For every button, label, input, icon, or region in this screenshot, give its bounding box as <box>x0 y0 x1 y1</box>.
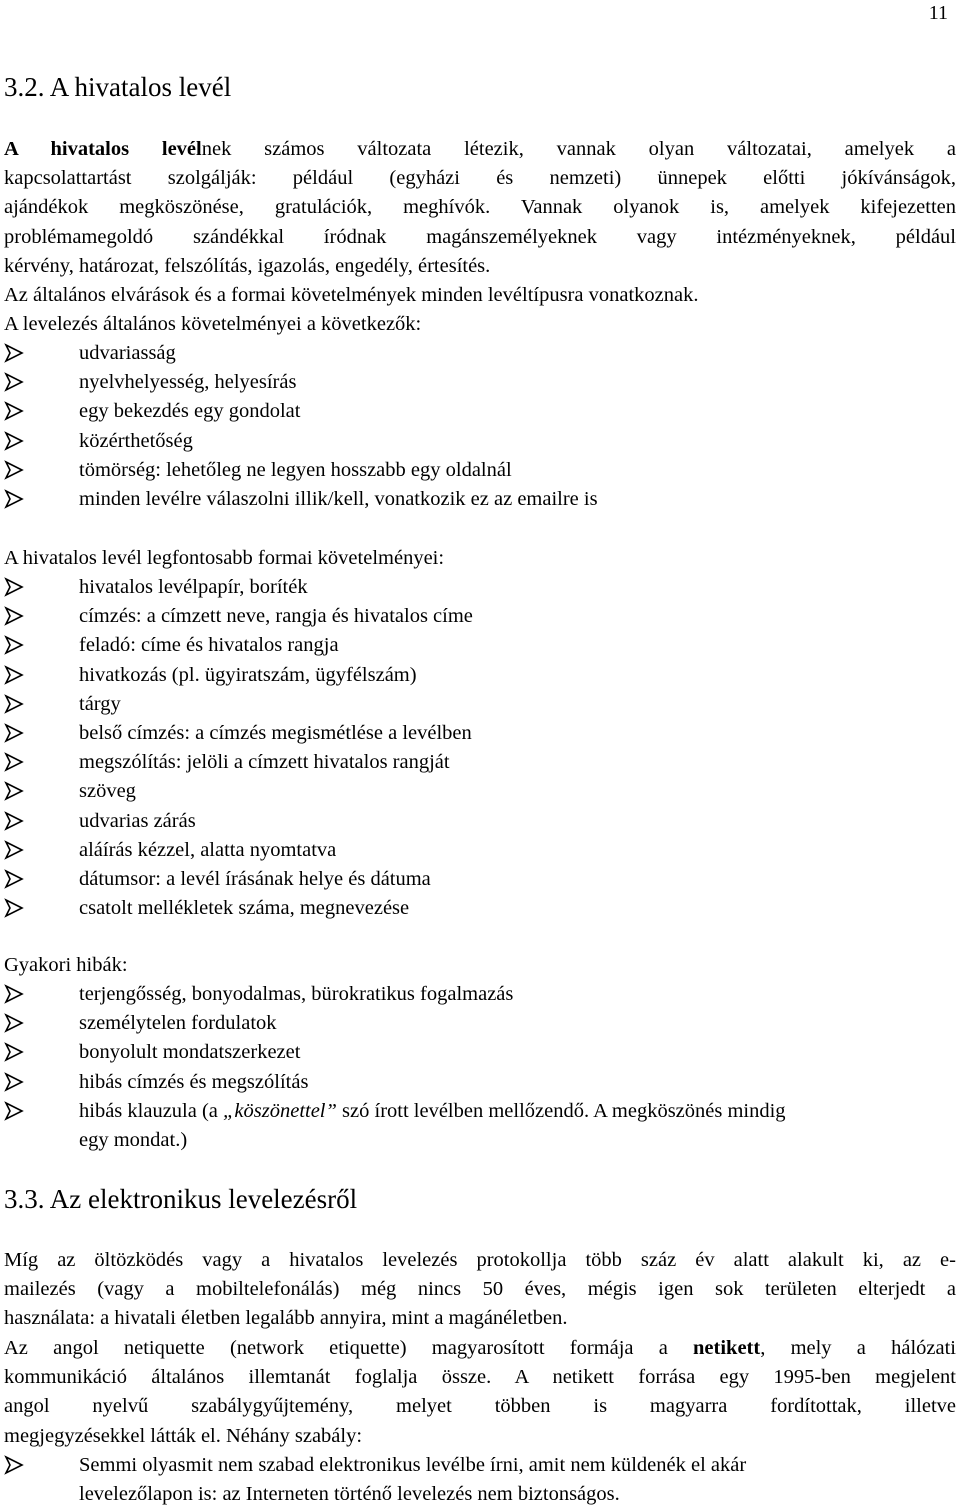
list-item: terjengősség, bonyodalmas, bürokratikus fogalmazás <box>4 980 956 1009</box>
common-errors-title: Gyakori hibák: <box>4 954 128 976</box>
formal-requirements-list <box>4 573 956 923</box>
arrowhead-bullet-icon <box>4 665 24 685</box>
arrowhead-bullet-icon <box>4 752 24 772</box>
section-heading-3-3: 3.3. Az elektronikus levelezésről <box>4 1184 358 1214</box>
intro-line: A levelezés általános követelményei a következők: <box>4 313 422 336</box>
list-item <box>4 865 956 894</box>
formal-requirements-title: A hivatalos levél legfontosabb formai követelményei: <box>4 547 445 569</box>
arrowhead-bullet-icon <box>4 781 24 801</box>
list-item <box>4 777 956 806</box>
arrowhead-bullet-icon <box>4 1455 24 1475</box>
arrowhead-bullet-icon <box>4 694 24 714</box>
arrowhead-bullet-icon <box>4 811 24 831</box>
arrowhead-bullet-icon <box>4 635 24 655</box>
list-item-text: hivatkozás (pl. ügyiratszám, ügyfélszám) <box>79 663 417 686</box>
list-item-text: minden levélre válaszolni illik/kell, vonatkozik ez az emailre is <box>79 488 598 511</box>
common-errors-list <box>4 980 956 1155</box>
arrowhead-bullet-icon <box>4 606 24 626</box>
list-item <box>4 690 956 719</box>
arrowhead-bullet-icon <box>4 840 24 860</box>
arrowhead-bullet-icon <box>4 1013 24 1033</box>
intro-line: A hivatalos levélnek számos változata létezik, vannak olyan változatai, amelyek a <box>4 138 956 160</box>
arrowhead-bullet-icon <box>4 372 24 392</box>
page-number: 11 <box>928 2 948 24</box>
arrowhead-bullet-icon <box>4 1101 24 1121</box>
list-item-text: címzés: a címzett neve, rangja és hivatalos címe <box>79 605 473 628</box>
arrowhead-bullet-icon <box>4 984 24 1004</box>
list-item-text: dátumsor: a levél írásának helye és dátuma <box>79 868 431 891</box>
intro-line: kapcsolattartást szolgálják: például (egyházi és nemzeti) ünnepek előtti jókívánságok, <box>4 167 956 190</box>
list-item-text: udvarias zárás <box>79 809 196 832</box>
section-heading-3-2: 3.2. A hivatalos levél <box>4 72 232 102</box>
arrowhead-bullet-icon <box>4 460 24 480</box>
list-item-text: belső címzés: a címzés megismétlése a levélben <box>79 722 472 745</box>
list-item-text: egy bekezdés egy gondolat <box>79 400 301 423</box>
list-item <box>4 631 956 660</box>
netiquette-rules-list <box>4 1451 956 1509</box>
arrowhead-bullet-icon <box>4 869 24 889</box>
list-item <box>4 339 956 368</box>
arrowhead-bullet-icon <box>4 1042 24 1062</box>
email-paragraph-2: Az angol netiquette (network etiquette) magyarosított formája a netikett, mely a hálózati kommunikáció általános illemtanát foglalja össze. A netikett forrása egy 1995-ben megjelent angol nyelvű szabálygyűjtemény, melyet többen is magyarra fordítottak, illetve megjegyzésekkel látták el. Néhány szabály: <box>4 1337 956 1447</box>
intro-line: problémamegoldó szándékkal íródnak magánszemélyeknek vagy intézményeknek, például <box>4 225 956 248</box>
email-paragraph-1: Míg az öltözködés vagy a hivatalos levelezés protokollja több száz év alatt alakult ki, az e- mailezés (vagy a mobiltelefonálás) még nincs 50 éves, mégis igen sok területen elterjedt a használata: a hivatali életben legalább annyira, mint a magánéletben. <box>4 1249 956 1330</box>
list-item <box>4 427 956 456</box>
list-item-text: nyelvhelyesség, helyesírás <box>79 371 297 394</box>
arrowhead-bullet-icon <box>4 577 24 597</box>
list-item-text: csatolt mellékletek száma, megnevezése <box>79 897 410 920</box>
list-item <box>4 719 956 748</box>
list-item <box>4 456 956 485</box>
list-item <box>4 602 956 631</box>
intro-line: kérvény, határozat, felszólítás, igazolás, engedély, értesítés. <box>4 254 491 277</box>
list-item <box>4 661 956 690</box>
list-item-text: közérthetőség <box>79 429 193 452</box>
list-item <box>4 894 956 923</box>
arrowhead-bullet-icon <box>4 401 24 421</box>
arrowhead-bullet-icon <box>4 489 24 509</box>
list-item-text: feladó: címe és hivatalos rangja <box>79 634 339 657</box>
list-item-text: udvariasság <box>79 342 176 364</box>
list-item-text: tárgy <box>79 692 121 715</box>
list-item: Semmi olyasmit nem szabad elektronikus levélbe írni, amit nem küldenék el akár levelezőlapon is: az Interneten történő levelezés nem biztonságos. <box>4 1451 956 1509</box>
list-item: személytelen fordulatok <box>4 1009 956 1038</box>
arrowhead-bullet-icon <box>4 1072 24 1092</box>
list-item <box>4 397 956 426</box>
list-item-text: aláírás kézzel, alatta nyomtatva <box>79 838 337 861</box>
list-item: bonyolult mondatszerkezet <box>4 1038 956 1067</box>
list-item: hibás címzés és megszólítás <box>4 1068 956 1097</box>
list-item <box>4 807 956 836</box>
list-item <box>4 748 956 777</box>
arrowhead-bullet-icon <box>4 431 24 451</box>
arrowhead-bullet-icon <box>4 723 24 743</box>
list-item-text: tömörség: lehetőleg ne legyen hosszabb egy oldalnál <box>79 458 512 481</box>
arrowhead-bullet-icon <box>4 898 24 918</box>
list-item <box>4 573 956 602</box>
general-requirements-list <box>4 339 956 514</box>
list-item <box>4 368 956 397</box>
intro-line: Az általános elvárások és a formai követelmények minden levéltípusra vonatkoznak. <box>4 284 699 307</box>
arrowhead-bullet-icon <box>4 343 24 363</box>
intro-paragraph <box>4 135 956 339</box>
list-item <box>4 485 956 514</box>
list-item-text: megszólítás: jelöli a címzett hivatalos rangját <box>79 751 450 774</box>
list-item-text: hivatalos levélpapír, boríték <box>79 576 308 598</box>
list-item-text: szöveg <box>79 780 136 803</box>
list-item <box>4 836 956 865</box>
list-item: hibás klauzula (a „köszönettel” szó írott levélben mellőzendő. A megköszönés mindig egy mondat.) <box>4 1097 956 1155</box>
intro-line: ajándékok megköszönése, gratulációk, meghívók. Vannak olyanok is, amelyek kifejezetten <box>4 196 956 219</box>
